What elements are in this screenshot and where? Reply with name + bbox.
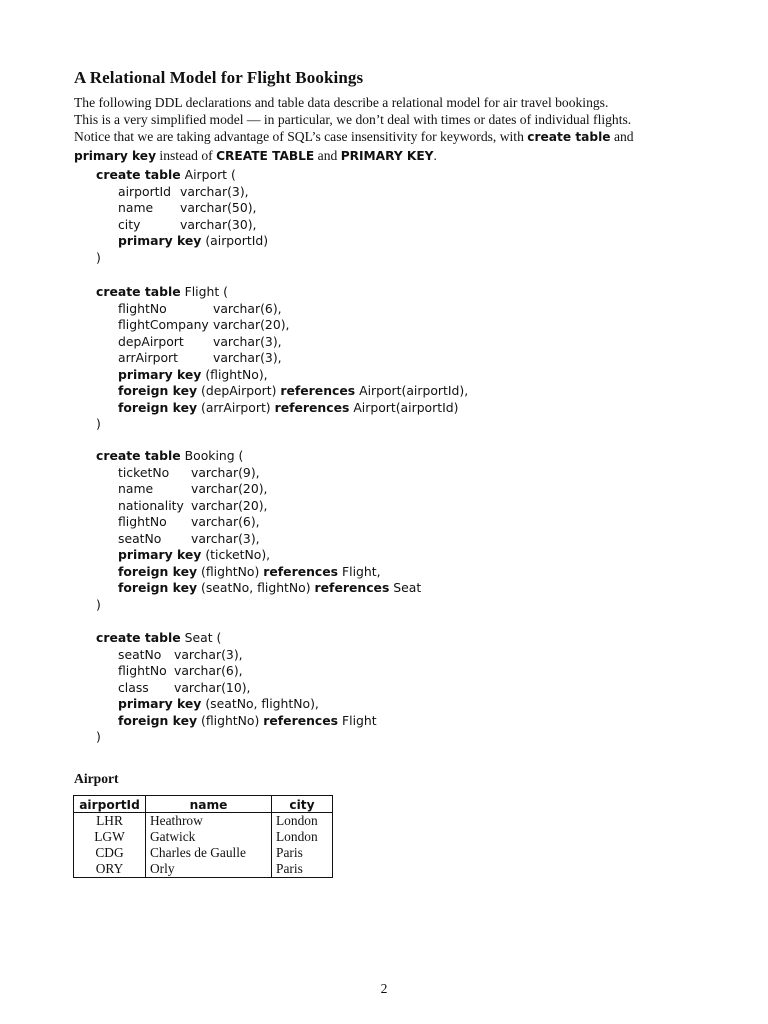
ddl-column-name: nationality [118, 497, 184, 513]
ddl-keyword: create table [96, 448, 181, 463]
table-row [74, 861, 333, 878]
ddl-reference-target: Flight [338, 712, 377, 728]
ddl-primary-key [96, 233, 268, 250]
ddl-key-columns: (seatNo, flightNo) [197, 580, 315, 595]
intro-line [74, 128, 698, 146]
ddl-keyword: references [314, 580, 390, 595]
ddl-key-columns: (flightNo) [197, 563, 264, 579]
ddl-airport [96, 167, 268, 266]
table-header-row [74, 796, 333, 813]
intro-line [74, 147, 698, 165]
ddl-column [96, 465, 421, 482]
ddl-header [96, 284, 468, 301]
ddl-reference-target: Airport(airportId) [349, 399, 459, 415]
ddl-column-type: varchar(50), [180, 200, 257, 215]
ddl-column [96, 350, 468, 367]
ddl-key-columns: (airportId) [201, 233, 269, 248]
ddl-keyword: create table [96, 284, 181, 299]
table-cell: CDG [95, 845, 124, 860]
intro-line: The following DDL declarations and table data describe a relational model for air travel bookings. [74, 95, 609, 110]
table-cell: Gatwick [146, 829, 272, 845]
ddl-foreign-key [96, 383, 468, 400]
intro-line: This is a very simplified model — in particular, we don’t deal with times or dates of individual flights. [74, 112, 632, 128]
intro-text: Notice that we are taking advantage of SQL’s case insensitivity for keywords, with [74, 129, 528, 145]
ddl-keyword: foreign key [118, 399, 198, 415]
ddl-key-columns: (flightNo), [201, 366, 268, 382]
airport-table-caption: Airport [74, 771, 119, 786]
table-cell: Heathrow [146, 813, 272, 830]
ddl-header [96, 448, 421, 465]
ddl-keyword: references [280, 383, 356, 398]
table-cell: London [272, 813, 333, 830]
intro-paragraph [74, 94, 698, 165]
airport-table [73, 795, 333, 878]
ddl-foreign-key [96, 564, 421, 581]
table-cell: London [272, 829, 333, 845]
ddl-column-name: airportId [118, 183, 172, 199]
ddl-table-name: Booking ( [180, 448, 244, 463]
ddl-keyword: primary key [118, 233, 202, 248]
ddl-foreign-key [96, 400, 468, 417]
ddl-foreign-key [96, 580, 421, 597]
ddl-close-paren: ) [96, 729, 101, 744]
ddl-column [96, 680, 377, 697]
ddl-column-type: varchar(3), [180, 183, 249, 199]
ddl-keyword: foreign key [118, 712, 198, 728]
ddl-keyword: references [263, 563, 339, 579]
ddl-column-type: varchar(6), [213, 300, 282, 316]
ddl-flight [96, 284, 468, 433]
ddl-column [96, 481, 421, 498]
ddl-header [96, 167, 268, 184]
ddl-column-name: class [118, 679, 149, 695]
ddl-primary-key [96, 547, 421, 564]
ddl-column [96, 514, 421, 531]
ddl-keyword: foreign key [118, 383, 198, 398]
ddl-keyword: create table [96, 630, 181, 645]
ddl-column [96, 200, 268, 217]
ddl-close-paren: ) [96, 416, 101, 431]
ddl-column-name: ticketNo [118, 464, 170, 480]
intro-text: instead of [156, 147, 217, 163]
ddl-column-name: flightNo [118, 663, 167, 678]
table-row [74, 829, 333, 845]
ddl-column [96, 531, 421, 548]
table-cell: Paris [272, 845, 333, 861]
table-cell: Charles de Gaulle [146, 845, 272, 861]
ddl-column [96, 217, 268, 234]
intro-keyword: PRIMARY KEY [340, 148, 434, 163]
ddl-keyword: create table [96, 167, 181, 182]
ddl-table-name: Airport ( [180, 167, 236, 182]
ddl-column-name: flightNo [118, 514, 167, 529]
ddl-column-name: depAirport [118, 333, 184, 349]
table-cell: Paris [272, 861, 333, 878]
ddl-keyword: primary key [118, 547, 202, 562]
ddl-column-name: flightCompany [118, 317, 209, 332]
ddl-reference-target: Seat [389, 580, 422, 595]
ddl-column-name: name [118, 200, 154, 215]
ddl-key-columns: (seatNo, flightNo), [201, 696, 319, 711]
ddl-column-type: varchar(3), [213, 333, 282, 349]
ddl-key-columns: (ticketNo), [201, 547, 271, 562]
ddl-close-paren: ) [96, 596, 101, 612]
ddl-reference-target: Airport(airportId), [355, 383, 469, 398]
ddl-column [96, 498, 421, 515]
ddl-column-name: seatNo [118, 646, 162, 662]
ddl-table-name: Seat ( [180, 630, 222, 645]
ddl-keyword: foreign key [118, 580, 198, 595]
ddl-column-type: varchar(6), [191, 514, 260, 529]
ddl-column [96, 184, 268, 201]
ddl-column-type: varchar(6), [174, 663, 243, 678]
ddl-key-columns: (arrAirport) [197, 399, 275, 415]
ddl-primary-key [96, 367, 468, 384]
table-cell: LHR [96, 813, 123, 828]
ddl-reference-target: Flight, [338, 563, 381, 579]
ddl-column-name: name [118, 481, 154, 496]
ddl-primary-key [96, 696, 377, 713]
table-row [74, 813, 333, 830]
table-cell: Orly [146, 861, 272, 878]
ddl-keyword: primary key [118, 696, 202, 711]
column-header-airportid: airportId [74, 796, 146, 813]
ddl-key-columns: (flightNo) [197, 712, 264, 728]
ddl-column-type: varchar(3), [213, 350, 282, 365]
intro-keyword: create table [527, 130, 611, 145]
ddl-keyword: references [263, 712, 339, 728]
ddl-foreign-key [96, 713, 377, 730]
ddl-column-name: city [118, 216, 141, 232]
column-header-name: name [146, 796, 272, 813]
ddl-column-type: varchar(20), [191, 497, 268, 513]
ddl-column-name: arrAirport [118, 350, 178, 365]
page-number: 2 [380, 981, 388, 996]
table-row [74, 845, 333, 861]
intro-text: and [610, 129, 634, 145]
ddl-booking [96, 448, 421, 613]
ddl-header [96, 630, 377, 647]
intro-text: . [433, 147, 437, 163]
ddl-column-type: varchar(20), [191, 481, 268, 496]
ddl-column-type: varchar(3), [174, 646, 243, 662]
ddl-column-type: varchar(9), [191, 464, 260, 480]
ddl-column-type: varchar(20), [213, 317, 290, 332]
ddl-column [96, 317, 468, 334]
ddl-column [96, 301, 468, 318]
ddl-column-type: varchar(30), [180, 216, 257, 232]
ddl-column-type: varchar(3), [191, 530, 260, 546]
table-cell: LGW [94, 829, 125, 844]
intro-text: and [314, 147, 341, 163]
page-title: A Relational Model for Flight Bookings [74, 68, 364, 87]
column-header-city: city [272, 796, 333, 813]
ddl-key-columns: (depAirport) [197, 383, 281, 398]
ddl-column-type: varchar(10), [174, 679, 251, 695]
ddl-table-name: Flight ( [180, 284, 228, 299]
ddl-keyword: primary key [118, 366, 202, 382]
ddl-column-name: flightNo [118, 300, 167, 316]
ddl-column [96, 647, 377, 664]
ddl-keyword: references [274, 399, 350, 415]
ddl-keyword: foreign key [118, 563, 198, 579]
table-cell: ORY [95, 861, 124, 876]
intro-keyword: primary key [74, 148, 157, 163]
ddl-column-name: seatNo [118, 530, 162, 546]
ddl-seat [96, 630, 377, 746]
ddl-column [96, 334, 468, 351]
intro-keyword: CREATE TABLE [216, 148, 315, 163]
ddl-close-paren: ) [96, 249, 101, 265]
ddl-column [96, 663, 377, 680]
